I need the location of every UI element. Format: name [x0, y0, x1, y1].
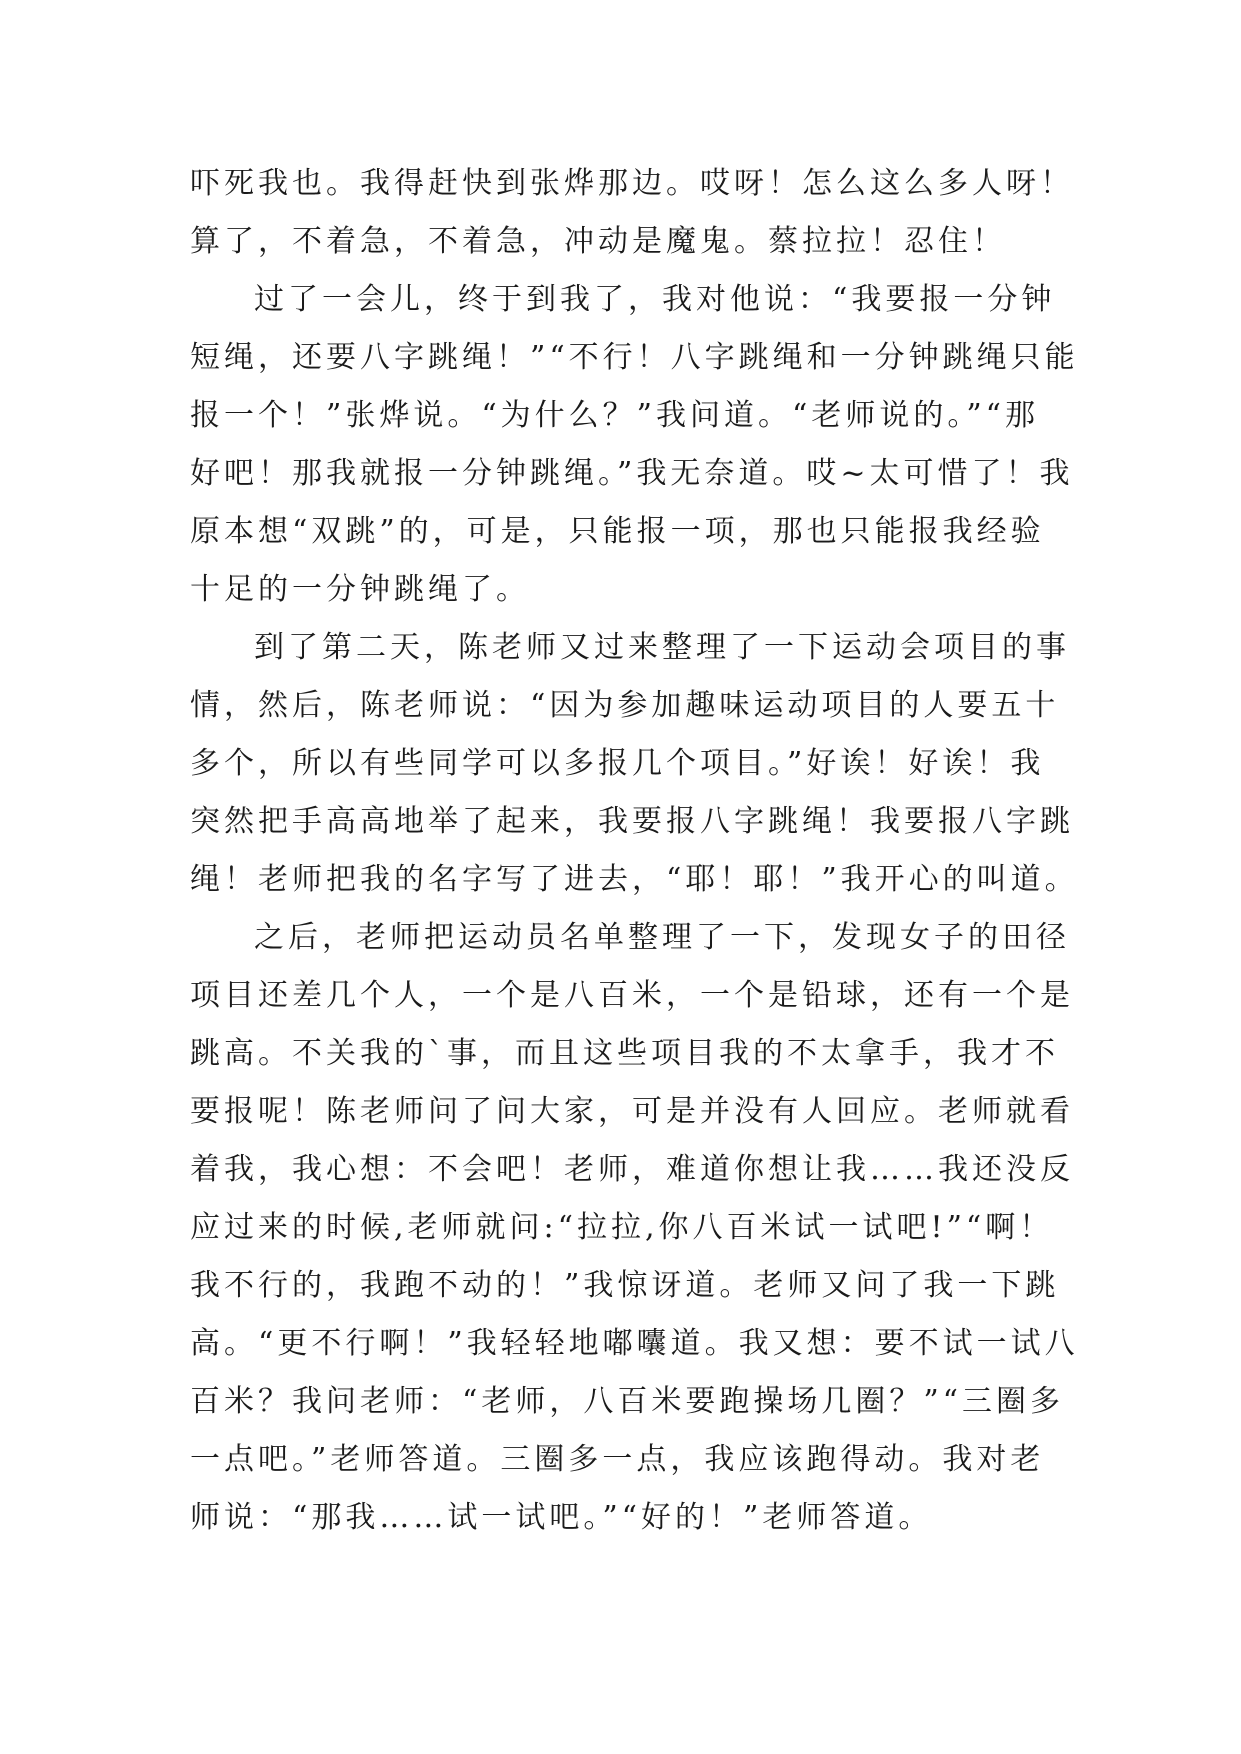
body-text	[190, 155, 1079, 1547]
text-line: 师说：“那我……试一试吧。”“好的！”老师答道。	[190, 1500, 933, 1535]
text-line: 绳！老师把我的名字写了进去，“耶！耶！”我开心的叫道。	[190, 862, 1079, 897]
paragraph-start-line: 到了第二天，陈老师又过来整理了一下运动会项目的事	[254, 630, 1070, 665]
paragraph-start-line: 过了一会儿，终于到我了，我对他说：“我要报一分钟	[254, 282, 1056, 317]
text-line: 突然把手高高地举了起来，我要报八字跳绳！我要报八字跳	[190, 804, 1074, 839]
text-line: 报一个！”张烨说。“为什么？”我问道。“老师说的。”“那	[190, 398, 1040, 433]
text-line: 项目还差几个人，一个是八百米，一个是铅球，还有一个是	[190, 978, 1074, 1013]
text-line: 多个，所以有些同学可以多报几个项目。”好诶！好诶！我	[190, 746, 1045, 781]
text-line: 原本想“双跳”的，可是，只能报一项，那也只能报我经验	[190, 514, 1045, 549]
text-line: 十足的一分钟跳绳了。	[190, 572, 530, 607]
text-line: 好吧！那我就报一分钟跳绳。”我无奈道。哎~太可惜了！我	[190, 456, 1074, 491]
text-line: 短绳，还要八字跳绳！”“不行！八字跳绳和一分钟跳绳只能	[190, 340, 1079, 375]
text-line: 算了，不着急，不着急，冲动是魔鬼。蔡拉拉！忍住！	[190, 224, 1006, 259]
text-line: 着我，我心想：不会吧！老师，难道你想让我……我还没反	[190, 1152, 1074, 1187]
text-line: 要报呢！陈老师问了问大家，可是并没有人回应。老师就看	[190, 1094, 1074, 1129]
text-line: 一点吧。”老师答道。三圈多一点，我应该跑得动。我对老	[190, 1442, 1045, 1477]
text-line: 吓死我也。我得赶快到张烨那边。哎呀！怎么这么多人呀！	[190, 166, 1074, 201]
text-line: 我不行的，我跑不动的！”我惊讶道。老师又问了我一下跳	[190, 1268, 1060, 1303]
text-line: 情，然后，陈老师说：“因为参加趣味运动项目的人要五十	[190, 688, 1060, 723]
text-line: 跳高。不关我的`事，而且这些项目我的不太拿手，我才不	[190, 1036, 1059, 1071]
text-line: 应过来的时候,老师就问:“拉拉,你八百米试一试吧!”“啊！	[190, 1210, 1054, 1245]
text-line: 百米？我问老师：“老师，八百米要跑操场几圈？”“三圈多	[190, 1384, 1065, 1419]
text-line: 高。“更不行啊！”我轻轻地嘟囔道。我又想：要不试一试八	[190, 1326, 1079, 1361]
paragraph-start-line: 之后，老师把运动员名单整理了一下，发现女子的田径	[254, 920, 1070, 955]
